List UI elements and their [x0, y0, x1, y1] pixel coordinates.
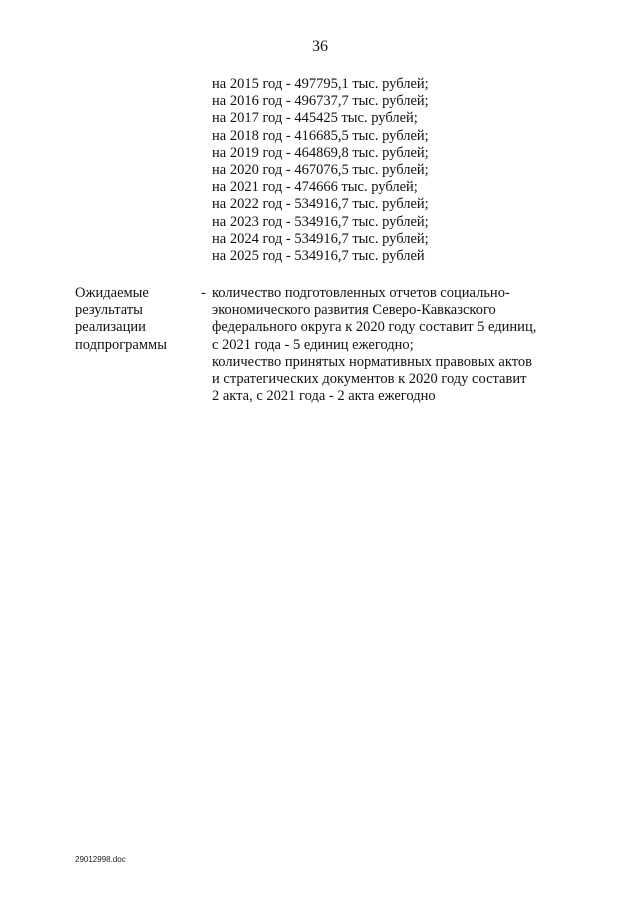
footer-filename: 29012998.doc: [75, 855, 126, 864]
results-line: количество принятых нормативных правовых актов: [212, 353, 532, 370]
label-line: подпрограммы: [75, 336, 167, 353]
funding-by-year-list: [212, 76, 429, 265]
expected-results-label: [75, 285, 195, 354]
label-line: результаты: [75, 302, 143, 319]
funding-line-2025: на 2025 год - 534916,7 тыс. рублей: [212, 248, 425, 265]
funding-line-2016: на 2016 год - 496737,7 тыс. рублей;: [212, 93, 429, 110]
funding-line-2021: на 2021 год - 474666 тыс. рублей;: [212, 179, 418, 196]
funding-line-2023: на 2023 год - 534916,7 тыс. рублей;: [212, 213, 429, 230]
page-number: 36: [312, 38, 328, 55]
funding-line-2015: на 2015 год - 497795,1 тыс. рублей;: [212, 76, 429, 92]
results-line: с 2021 года - 5 единиц ежегодно;: [212, 336, 414, 353]
results-line: федерального округа к 2020 году составит 5 единиц,: [212, 319, 537, 336]
results-line: 2 акта, с 2021 года - 2 акта ежегодно: [212, 388, 436, 405]
funding-line-2019: на 2019 год - 464869,8 тыс. рублей;: [212, 144, 429, 161]
funding-line-2022: на 2022 год - 534916,7 тыс. рублей;: [212, 196, 429, 213]
label-line: Ожидаемые: [75, 285, 149, 301]
results-line: количество подготовленных отчетов социально-: [212, 285, 510, 301]
label-line: реализации: [75, 319, 146, 336]
funding-line-2017: на 2017 год - 445425 тыс. рублей;: [212, 110, 418, 127]
funding-line-2018: на 2018 год - 416685,5 тыс. рублей;: [212, 127, 429, 144]
funding-line-2024: на 2024 год - 534916,7 тыс. рублей;: [212, 230, 429, 247]
expected-results-text: [212, 285, 572, 405]
funding-line-2020: на 2020 год - 467076,5 тыс. рублей;: [212, 162, 429, 179]
results-line: экономического развития Северо-Кавказского: [212, 302, 496, 319]
results-line: и стратегических документов к 2020 году составит: [212, 371, 527, 388]
results-dash: -: [201, 285, 206, 301]
